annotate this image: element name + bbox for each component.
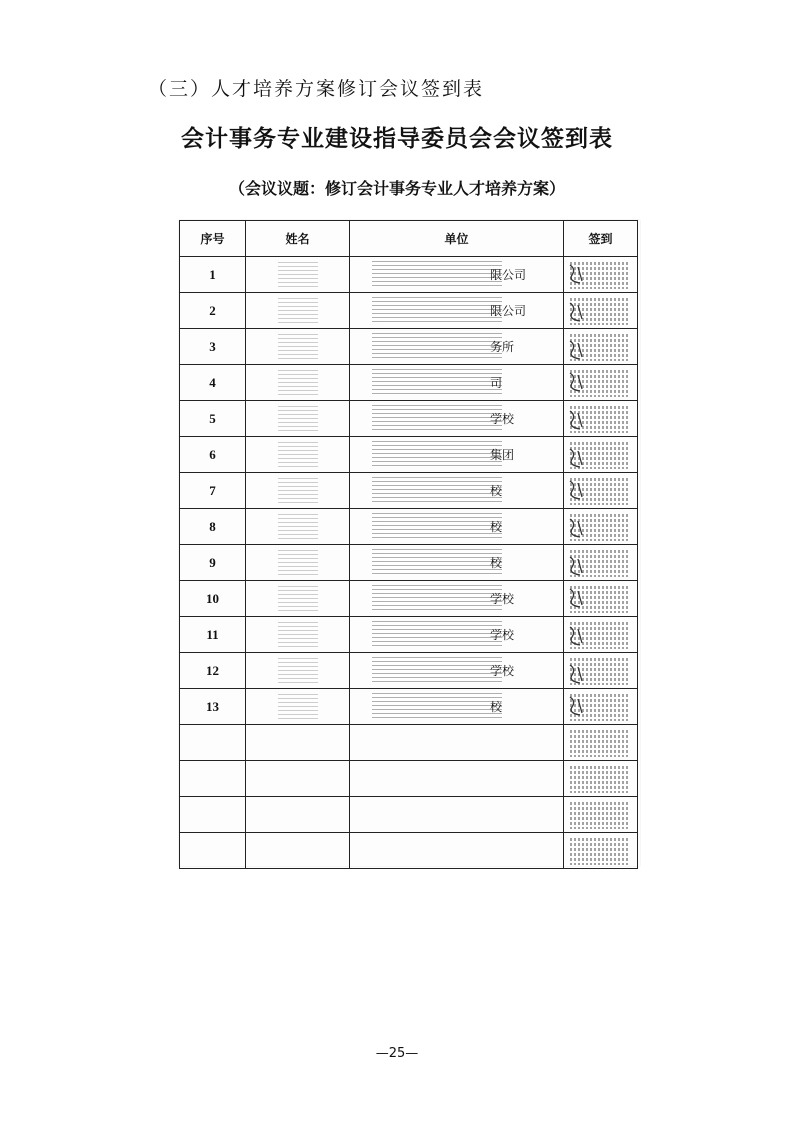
row-unit bbox=[350, 581, 564, 617]
row-unit bbox=[350, 833, 564, 869]
table-row bbox=[180, 617, 638, 653]
row-signature bbox=[564, 329, 638, 365]
header-signature: 签到 bbox=[564, 221, 638, 257]
table-row bbox=[180, 329, 638, 365]
row-unit bbox=[350, 365, 564, 401]
row-seq: 12 bbox=[180, 653, 246, 689]
row-signature bbox=[564, 257, 638, 293]
redacted-name bbox=[278, 298, 318, 324]
unit-suffix: 限公司 bbox=[490, 304, 527, 318]
unit-suffix: 学校 bbox=[490, 412, 515, 426]
redacted-name bbox=[278, 334, 318, 360]
header-seq: 序号 bbox=[180, 221, 246, 257]
unit-suffix: 校 bbox=[490, 520, 503, 534]
redacted-name bbox=[278, 622, 318, 648]
document-title: 会计事务专业建设指导委员会会议签到表 bbox=[181, 125, 613, 152]
redacted-unit bbox=[372, 621, 502, 647]
handwritten-signature-mark bbox=[564, 473, 594, 508]
row-name bbox=[246, 761, 350, 797]
handwritten-signature-mark bbox=[564, 401, 594, 436]
row-signature bbox=[564, 689, 638, 725]
row-signature bbox=[564, 617, 638, 653]
row-name bbox=[246, 653, 350, 689]
row-seq: 9 bbox=[180, 545, 246, 581]
handwritten-signature-mark bbox=[564, 293, 594, 328]
redacted-name bbox=[278, 514, 318, 540]
row-signature bbox=[564, 293, 638, 329]
row-unit bbox=[350, 761, 564, 797]
redacted-unit bbox=[372, 333, 502, 359]
row-seq: 11 bbox=[180, 617, 246, 653]
row-unit bbox=[350, 509, 564, 545]
unit-suffix: 校 bbox=[490, 556, 503, 570]
section-heading: （三）人才培养方案修订会议签到表 bbox=[148, 78, 485, 100]
table-row bbox=[180, 545, 638, 581]
table-row bbox=[180, 257, 638, 293]
row-seq: 13 bbox=[180, 689, 246, 725]
handwritten-signature-mark bbox=[564, 437, 594, 472]
row-signature bbox=[564, 473, 638, 509]
row-signature bbox=[564, 761, 638, 797]
redacted-name bbox=[278, 694, 318, 720]
handwritten-signature-mark bbox=[564, 581, 594, 616]
row-signature bbox=[564, 725, 638, 761]
row-name bbox=[246, 293, 350, 329]
row-unit bbox=[350, 725, 564, 761]
handwritten-signature-mark bbox=[564, 257, 594, 292]
row-name bbox=[246, 329, 350, 365]
row-unit bbox=[350, 437, 564, 473]
row-name bbox=[246, 689, 350, 725]
row-seq: 3 bbox=[180, 329, 246, 365]
row-seq bbox=[180, 761, 246, 797]
row-signature bbox=[564, 653, 638, 689]
table-row bbox=[180, 833, 638, 869]
table-row bbox=[180, 581, 638, 617]
row-seq: 6 bbox=[180, 437, 246, 473]
row-unit bbox=[350, 329, 564, 365]
redacted-unit bbox=[372, 477, 502, 503]
row-name bbox=[246, 545, 350, 581]
redacted-signature bbox=[570, 836, 630, 865]
redacted-unit bbox=[372, 441, 502, 467]
table-row bbox=[180, 473, 638, 509]
row-signature bbox=[564, 437, 638, 473]
redacted-name bbox=[278, 262, 318, 288]
row-signature bbox=[564, 797, 638, 833]
unit-suffix: 集团 bbox=[490, 448, 515, 462]
handwritten-signature-mark bbox=[564, 365, 594, 400]
table-row bbox=[180, 797, 638, 833]
handwritten-signature-mark bbox=[564, 545, 594, 580]
header-name: 姓名 bbox=[246, 221, 350, 257]
row-name bbox=[246, 617, 350, 653]
row-seq bbox=[180, 725, 246, 761]
table-body bbox=[180, 257, 638, 869]
redacted-name bbox=[278, 406, 318, 432]
row-name bbox=[246, 509, 350, 545]
redacted-unit bbox=[372, 369, 502, 395]
row-seq bbox=[180, 833, 246, 869]
handwritten-signature-mark bbox=[564, 329, 594, 364]
row-name bbox=[246, 365, 350, 401]
redacted-unit bbox=[372, 513, 502, 539]
row-seq: 8 bbox=[180, 509, 246, 545]
row-seq: 2 bbox=[180, 293, 246, 329]
row-name bbox=[246, 437, 350, 473]
row-name bbox=[246, 725, 350, 761]
handwritten-signature-mark bbox=[564, 509, 594, 544]
unit-suffix: 校 bbox=[490, 700, 503, 714]
scanned-sign-in-sheet bbox=[179, 220, 640, 866]
redacted-name bbox=[278, 550, 318, 576]
redacted-name bbox=[278, 442, 318, 468]
row-name bbox=[246, 473, 350, 509]
page-number: —25— bbox=[375, 1046, 419, 1061]
redacted-unit bbox=[372, 549, 502, 575]
unit-suffix: 学校 bbox=[490, 592, 515, 606]
table-row bbox=[180, 293, 638, 329]
unit-suffix: 校 bbox=[490, 484, 503, 498]
table-row bbox=[180, 401, 638, 437]
handwritten-signature-mark bbox=[564, 653, 594, 688]
document-subtitle: （会议议题：修订会计事务专业人才培养方案） bbox=[228, 179, 565, 198]
redacted-unit bbox=[372, 657, 502, 683]
redacted-name bbox=[278, 478, 318, 504]
unit-suffix: 学校 bbox=[490, 628, 515, 642]
row-unit bbox=[350, 293, 564, 329]
row-signature bbox=[564, 365, 638, 401]
redacted-unit bbox=[372, 261, 502, 287]
table-row bbox=[180, 365, 638, 401]
redacted-unit bbox=[372, 297, 502, 323]
row-signature bbox=[564, 833, 638, 869]
row-seq: 5 bbox=[180, 401, 246, 437]
row-unit bbox=[350, 689, 564, 725]
row-unit bbox=[350, 257, 564, 293]
row-seq: 1 bbox=[180, 257, 246, 293]
row-unit bbox=[350, 797, 564, 833]
row-seq: 10 bbox=[180, 581, 246, 617]
handwritten-signature-mark bbox=[564, 689, 594, 724]
row-unit bbox=[350, 653, 564, 689]
table-row bbox=[180, 509, 638, 545]
row-name bbox=[246, 257, 350, 293]
row-seq: 7 bbox=[180, 473, 246, 509]
table-row bbox=[180, 725, 638, 761]
unit-suffix: 司 bbox=[490, 376, 503, 390]
handwritten-signature-mark bbox=[564, 617, 594, 652]
redacted-name bbox=[278, 658, 318, 684]
unit-suffix: 务所 bbox=[490, 340, 515, 354]
redacted-name bbox=[278, 586, 318, 612]
table-row bbox=[180, 437, 638, 473]
table-row bbox=[180, 761, 638, 797]
redacted-unit bbox=[372, 405, 502, 431]
redacted-unit bbox=[372, 585, 502, 611]
redacted-signature bbox=[570, 728, 630, 757]
row-unit bbox=[350, 401, 564, 437]
row-unit bbox=[350, 617, 564, 653]
redacted-signature bbox=[570, 800, 630, 829]
row-signature bbox=[564, 581, 638, 617]
row-unit bbox=[350, 473, 564, 509]
redacted-name bbox=[278, 370, 318, 396]
unit-suffix: 学校 bbox=[490, 664, 515, 678]
redacted-unit bbox=[372, 693, 502, 719]
unit-suffix: 限公司 bbox=[490, 268, 527, 282]
row-seq: 4 bbox=[180, 365, 246, 401]
table-row bbox=[180, 653, 638, 689]
row-unit bbox=[350, 545, 564, 581]
row-name bbox=[246, 833, 350, 869]
row-signature bbox=[564, 401, 638, 437]
row-seq bbox=[180, 797, 246, 833]
row-name bbox=[246, 401, 350, 437]
row-signature bbox=[564, 509, 638, 545]
header-unit: 单位 bbox=[350, 221, 564, 257]
sign-in-table bbox=[179, 220, 638, 869]
redacted-signature bbox=[570, 764, 630, 793]
row-name bbox=[246, 581, 350, 617]
table-row bbox=[180, 689, 638, 725]
row-signature bbox=[564, 545, 638, 581]
table-header-row bbox=[180, 221, 638, 257]
row-name bbox=[246, 797, 350, 833]
